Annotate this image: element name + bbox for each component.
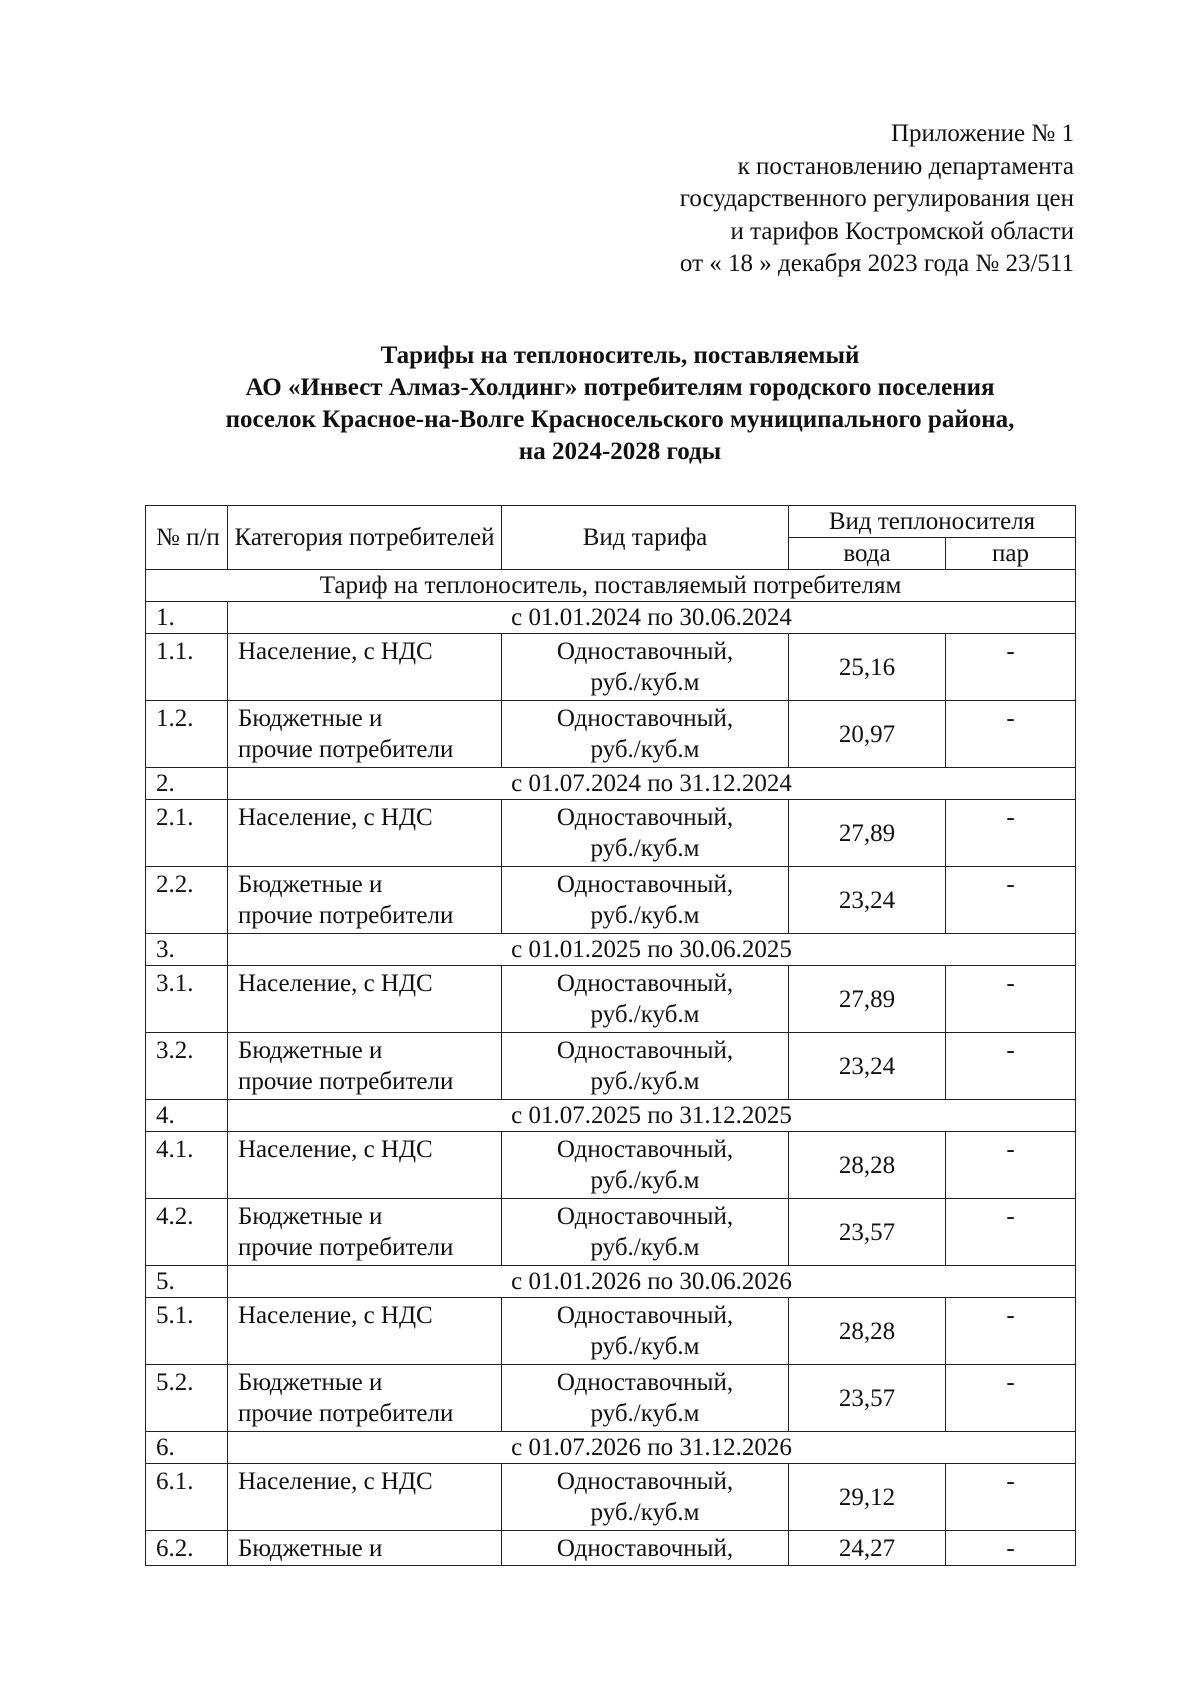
tariff-line: руб./куб.м: [590, 1400, 700, 1427]
row-num: 5.2.: [146, 1365, 228, 1432]
header-water: вода: [789, 538, 946, 570]
row-tariff: [502, 1365, 789, 1432]
row-category: [228, 966, 502, 1033]
tariff-line: Одноставочный,: [556, 1037, 734, 1064]
tariff-line: руб./куб.м: [590, 835, 700, 862]
period-label: с 01.01.2025 по 30.06.2025: [228, 934, 1076, 966]
tariff-table-body: [146, 506, 1076, 1566]
row-num: 1.2.: [146, 701, 228, 768]
row-tariff: [502, 867, 789, 934]
tariff-line: руб./куб.м: [590, 902, 700, 929]
appendix-line: государственного регулирования цен: [679, 185, 1074, 212]
row-tariff: [502, 1199, 789, 1266]
period-label: с 01.01.2026 по 30.06.2026: [228, 1266, 1076, 1298]
table-row: [146, 1132, 1076, 1199]
appendix-line: Приложение № 1: [890, 120, 1074, 147]
row-water-value: 23,24: [789, 1033, 946, 1100]
header-carrier: Вид теплоносителя: [789, 506, 1076, 538]
tariff-line: Одноставочный,: [556, 1203, 734, 1230]
category-line: Бюджетные и: [238, 705, 383, 732]
period-num: 6.: [146, 1432, 228, 1464]
category-line: Население, с НДС: [238, 804, 433, 831]
row-num: 1.1.: [146, 634, 228, 701]
row-water-value: 24,27: [789, 1531, 946, 1566]
row-steam-value: -: [946, 1199, 1076, 1266]
category-line: Бюджетные и: [238, 1535, 383, 1562]
row-num: 2.1.: [146, 800, 228, 867]
tariff-line: руб./куб.м: [590, 1499, 700, 1526]
period-num: 5.: [146, 1266, 228, 1298]
table-row: [146, 1365, 1076, 1432]
document-title: [140, 340, 1100, 468]
category-line: Население, с НДС: [238, 1468, 433, 1495]
appendix-line: и тарифов Костромской области: [730, 217, 1074, 245]
period-row: [146, 602, 1076, 634]
category-line: прочие потребители: [238, 1400, 454, 1427]
tariff-line: Одноставочный,: [556, 804, 734, 831]
category-line: Население, с НДС: [238, 638, 433, 665]
table-row: [146, 1199, 1076, 1266]
row-category: [228, 1298, 502, 1365]
tariff-line: руб./куб.м: [590, 1001, 700, 1028]
row-num: 6.1.: [146, 1464, 228, 1531]
category-line: Бюджетные и: [238, 1369, 383, 1396]
period-row: [146, 1266, 1076, 1298]
row-tariff: [502, 1531, 789, 1566]
table-row: [146, 966, 1076, 1033]
row-category: [228, 1464, 502, 1531]
header-num: № п/п: [146, 506, 228, 570]
period-row: [146, 934, 1076, 966]
row-tariff: [502, 634, 789, 701]
row-num: 3.1.: [146, 966, 228, 1033]
category-line: Население, с НДС: [238, 970, 433, 997]
period-label: с 01.07.2025 по 31.12.2025: [228, 1100, 1076, 1132]
row-steam-value: -: [946, 1531, 1076, 1566]
row-tariff: [502, 966, 789, 1033]
title-line: АО «Инвест Алмаз-Холдинг» потребителям городского поселения: [245, 374, 995, 401]
category-line: Бюджетные и: [238, 1203, 383, 1230]
row-steam-value: -: [946, 1298, 1076, 1365]
tariff-line: руб./куб.м: [590, 1167, 700, 1194]
period-row: [146, 1432, 1076, 1464]
row-water-value: 23,24: [789, 867, 946, 934]
title-line: поселок Красное-на-Волге Красносельского муниципального района,: [225, 406, 1015, 433]
appendix-block: [680, 118, 1074, 281]
category-line: Население, с НДС: [238, 1136, 433, 1163]
row-tariff: [502, 800, 789, 867]
title-line: на 2024-2028 годы: [518, 438, 722, 465]
row-num: 3.2.: [146, 1033, 228, 1100]
tariff-line: Одноставочный,: [556, 1136, 734, 1163]
tariff-line: Одноставочный,: [556, 1302, 734, 1329]
header-steam: пар: [946, 538, 1076, 570]
table-row: [146, 867, 1076, 934]
tariff-line: руб./куб.м: [590, 1234, 700, 1261]
category-line: прочие потребители: [238, 902, 454, 929]
row-category: [228, 1531, 502, 1566]
row-category: [228, 1033, 502, 1100]
row-steam-value: -: [946, 634, 1076, 701]
header-tariff-type: Вид тарифа: [502, 506, 789, 570]
header-category: Категория потребителей: [228, 506, 502, 570]
row-water-value: 20,97: [789, 701, 946, 768]
period-label: с 01.07.2026 по 31.12.2026: [228, 1432, 1076, 1464]
section-row: [146, 570, 1076, 602]
period-num: 3.: [146, 934, 228, 966]
row-water-value: 28,28: [789, 1132, 946, 1199]
category-line: прочие потребители: [238, 736, 454, 763]
row-water-value: 23,57: [789, 1365, 946, 1432]
period-label: с 01.01.2024 по 30.06.2024: [228, 602, 1076, 634]
row-num: 6.2.: [146, 1531, 228, 1566]
category-line: Бюджетные и: [238, 871, 383, 898]
row-steam-value: -: [946, 867, 1076, 934]
row-num: 4.1.: [146, 1132, 228, 1199]
table-row: [146, 1298, 1076, 1365]
title-line: Тарифы на теплоноситель, поставляемый: [380, 342, 860, 369]
row-steam-value: -: [946, 701, 1076, 768]
tariff-line: Одноставочный,: [556, 1535, 734, 1562]
tariff-line: руб./куб.м: [590, 736, 700, 763]
period-row: [146, 1100, 1076, 1132]
row-category: [228, 634, 502, 701]
table-row: [146, 1464, 1076, 1531]
category-line: Население, с НДС: [238, 1302, 433, 1329]
tariff-line: Одноставочный,: [556, 1468, 734, 1495]
row-category: [228, 867, 502, 934]
row-category: [228, 1199, 502, 1266]
row-category: [228, 1365, 502, 1432]
row-num: 4.2.: [146, 1199, 228, 1266]
row-tariff: [502, 1298, 789, 1365]
row-steam-value: -: [946, 1033, 1076, 1100]
row-steam-value: -: [946, 1132, 1076, 1199]
row-num: 2.2.: [146, 867, 228, 934]
row-water-value: 28,28: [789, 1298, 946, 1365]
row-tariff: [502, 1033, 789, 1100]
tariff-line: руб./куб.м: [590, 1068, 700, 1095]
category-line: прочие потребители: [238, 1234, 454, 1261]
tariff-line: Одноставочный,: [556, 871, 734, 898]
table-row: [146, 634, 1076, 701]
table-row: [146, 800, 1076, 867]
section-title: Тариф на теплоноситель, поставляемый потребителям: [146, 570, 1076, 602]
tariff-line: Одноставочный,: [556, 638, 734, 665]
tariff-line: Одноставочный,: [556, 970, 734, 997]
row-steam-value: -: [946, 1464, 1076, 1531]
category-line: Бюджетные и: [238, 1037, 383, 1064]
row-steam-value: -: [946, 1365, 1076, 1432]
period-num: 4.: [146, 1100, 228, 1132]
table-row: [146, 1531, 1076, 1566]
row-steam-value: -: [946, 966, 1076, 1033]
tariff-line: руб./куб.м: [590, 669, 700, 696]
appendix-line: от « 18 » декабря 2023 года № 23/511: [679, 250, 1074, 277]
header-row: [146, 506, 1076, 538]
category-line: прочие потребители: [238, 1068, 454, 1095]
row-num: 5.1.: [146, 1298, 228, 1365]
period-label: с 01.07.2024 по 31.12.2024: [228, 768, 1076, 800]
row-steam-value: -: [946, 800, 1076, 867]
table-row: [146, 1033, 1076, 1100]
period-row: [146, 768, 1076, 800]
row-category: [228, 800, 502, 867]
row-water-value: 25,16: [789, 634, 946, 701]
tariff-line: Одноставочный,: [556, 1369, 734, 1396]
row-tariff: [502, 701, 789, 768]
appendix-line: к постановлению департамента: [737, 152, 1074, 180]
tariff-table: [145, 505, 1076, 1566]
row-water-value: 27,89: [789, 966, 946, 1033]
row-water-value: 29,12: [789, 1464, 946, 1531]
table-row: [146, 701, 1076, 768]
row-water-value: 27,89: [789, 800, 946, 867]
period-num: 2.: [146, 768, 228, 800]
tariff-line: Одноставочный,: [556, 705, 734, 732]
row-water-value: 23,57: [789, 1199, 946, 1266]
row-tariff: [502, 1464, 789, 1531]
period-num: 1.: [146, 602, 228, 634]
row-category: [228, 1132, 502, 1199]
row-tariff: [502, 1132, 789, 1199]
row-category: [228, 701, 502, 768]
tariff-line: руб./куб.м: [590, 1333, 700, 1360]
